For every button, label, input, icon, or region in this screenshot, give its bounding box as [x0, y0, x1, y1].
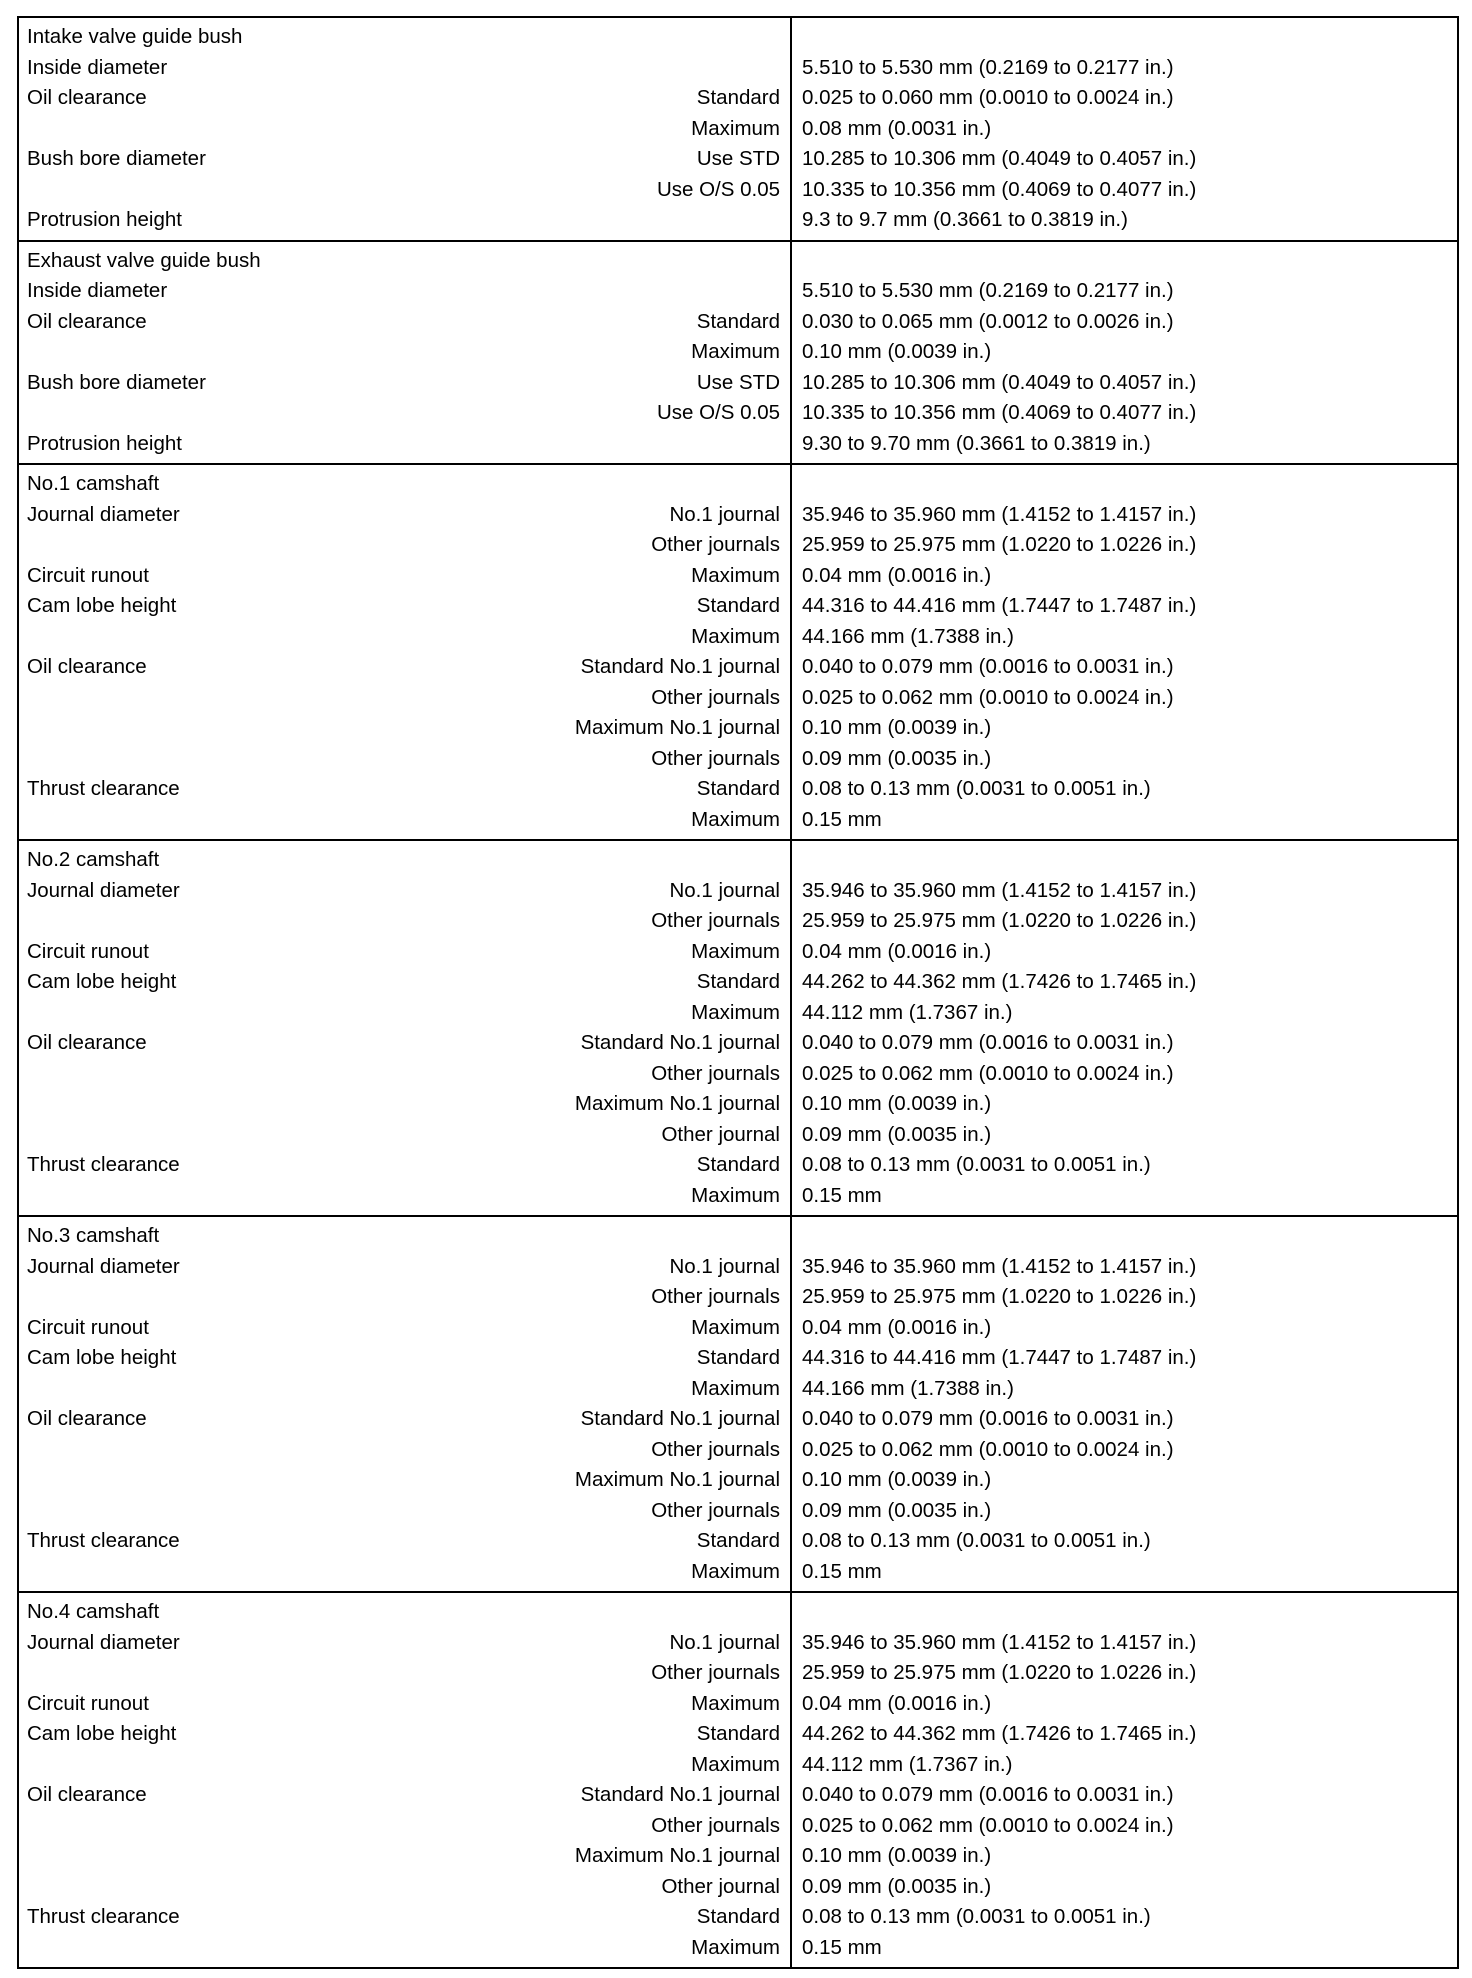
spec-value: 0.025 to 0.062 mm (0.0010 to 0.0024 in.) [802, 1813, 1174, 1837]
condition-label: Maximum [691, 624, 780, 648]
spec-row-left [27, 530, 780, 561]
condition-label: Standard [696, 86, 780, 109]
section-right-column [792, 242, 1457, 464]
spec-value: 44.112 mm (1.7367 in.) [802, 1752, 1013, 1776]
condition-label: Maximum [691, 1183, 780, 1207]
item-label: Inside diameter [27, 55, 168, 79]
spec-row-left [27, 1435, 780, 1466]
spec-section [19, 18, 1457, 240]
spec-row-left [27, 500, 780, 531]
condition-label: Maximum [691, 340, 780, 363]
section-title: Intake valve guide bush [27, 25, 243, 48]
section-left-column [19, 841, 792, 1215]
spec-row-left [27, 307, 780, 338]
spec-row-left [27, 1465, 780, 1496]
spec-value: 44.316 to 44.416 mm (1.7447 to 1.7487 in.) [802, 1346, 1197, 1369]
spec-row-left [27, 906, 780, 937]
item-label: Oil clearance [27, 655, 147, 678]
spec-value: 0.040 to 0.079 mm (0.0016 to 0.0031 in.) [802, 1783, 1174, 1806]
spec-row-left [27, 83, 780, 114]
item-label: Cam lobe height [27, 1346, 177, 1369]
spec-value: 0.15 mm [802, 1935, 882, 1959]
spec-value: 5.510 to 5.530 mm (0.2169 to 0.2177 in.) [802, 55, 1174, 79]
spec-row-left [27, 1933, 780, 1964]
item-label: Circuit runout [27, 939, 149, 963]
spec-row-left [27, 1557, 780, 1588]
spec-value: 44.166 mm (1.7388 in.) [802, 624, 1014, 648]
spec-value: 0.10 mm (0.0039 in.) [802, 1468, 992, 1491]
spec-value: 10.335 to 10.356 mm (0.4069 to 0.4077 in.) [802, 177, 1197, 201]
spec-row-left [27, 713, 780, 744]
section-left-column [19, 1217, 792, 1591]
spec-row-left [27, 1028, 780, 1059]
spec-section [19, 463, 1457, 839]
spec-row-left [27, 876, 780, 907]
spec-row-left [27, 337, 780, 368]
spec-value: 0.08 to 0.13 mm (0.0031 to 0.0051 in.) [802, 1905, 1151, 1928]
spec-value: 0.15 mm [802, 807, 882, 831]
item-label: Oil clearance [27, 1783, 147, 1806]
spec-row-left [27, 1313, 780, 1344]
condition-label: Standard No.1 journal [580, 1031, 780, 1054]
item-label: Circuit runout [27, 1691, 149, 1715]
spec-value: 44.166 mm (1.7388 in.) [802, 1376, 1014, 1400]
condition-label: Standard [696, 594, 780, 617]
spec-value: 10.285 to 10.306 mm (0.4049 to 0.4057 in.) [802, 370, 1197, 394]
spec-value: 0.025 to 0.062 mm (0.0010 to 0.0024 in.) [802, 1437, 1174, 1461]
spec-row-left [27, 205, 780, 236]
spec-row-left [27, 1526, 780, 1557]
item-label: Journal diameter [27, 1630, 180, 1654]
spec-row-left [27, 591, 780, 622]
section-title-spacer [802, 1221, 1449, 1252]
spec-row-left [27, 114, 780, 145]
condition-label: Other journals [651, 1061, 780, 1085]
spec-row-left [27, 998, 780, 1029]
spec-value: 0.025 to 0.062 mm (0.0010 to 0.0024 in.) [802, 685, 1174, 709]
spec-value: 0.040 to 0.079 mm (0.0016 to 0.0031 in.) [802, 1407, 1174, 1430]
spec-row-left [27, 1496, 780, 1527]
condition-label: Maximum [691, 563, 780, 587]
spec-value: 25.959 to 25.975 mm (1.0220 to 1.0226 in.) [802, 1661, 1197, 1684]
spec-value: 0.08 to 0.13 mm (0.0031 to 0.0051 in.) [802, 1529, 1151, 1552]
condition-label: No.1 journal [669, 878, 780, 902]
spec-value: 0.030 to 0.065 mm (0.0012 to 0.0026 in.) [802, 309, 1174, 333]
spec-row-left [27, 1841, 780, 1872]
section-left-column [19, 1593, 792, 1967]
spec-row-left [27, 1780, 780, 1811]
spec-value: 0.09 mm (0.0035 in.) [802, 746, 992, 770]
condition-label: Maximum [691, 1000, 780, 1024]
spec-row-left [27, 937, 780, 968]
spec-value: 0.04 mm (0.0016 in.) [802, 1691, 992, 1715]
spec-section [19, 839, 1457, 1215]
spec-row-left [27, 368, 780, 399]
condition-label: Other journals [651, 746, 780, 770]
condition-label: Other journals [651, 1661, 780, 1684]
condition-label: Other journals [651, 1498, 780, 1522]
spec-row-left [27, 744, 780, 775]
spec-value: 0.04 mm (0.0016 in.) [802, 1315, 992, 1339]
spec-value: 9.30 to 9.70 mm (0.3661 to 0.3819 in.) [802, 431, 1151, 455]
spec-value: 44.316 to 44.416 mm (1.7447 to 1.7487 in.) [802, 594, 1197, 617]
spec-row-left [27, 175, 780, 206]
section-title-spacer [802, 845, 1449, 876]
condition-label: Standard No.1 journal [580, 1407, 780, 1430]
condition-label: No.1 journal [669, 1630, 780, 1654]
spec-value: 35.946 to 35.960 mm (1.4152 to 1.4157 in.) [802, 1254, 1197, 1278]
spec-value: 35.946 to 35.960 mm (1.4152 to 1.4157 in.) [802, 1630, 1197, 1654]
spec-row-left [27, 967, 780, 998]
condition-label: Use O/S 0.05 [656, 177, 780, 201]
item-label: Protrusion height [27, 208, 182, 231]
spec-row-left [27, 429, 780, 460]
condition-label: Use STD [696, 147, 780, 170]
spec-value: 0.025 to 0.062 mm (0.0010 to 0.0024 in.) [802, 1061, 1174, 1085]
spec-value: 5.510 to 5.530 mm (0.2169 to 0.2177 in.) [802, 279, 1174, 302]
spec-row-left [27, 53, 780, 84]
section-right-column [792, 465, 1457, 839]
item-label: Journal diameter [27, 1254, 180, 1278]
spec-row-left [27, 1658, 780, 1689]
spec-value: 44.262 to 44.362 mm (1.7426 to 1.7465 in.) [802, 1722, 1197, 1745]
section-title-spacer [802, 1597, 1449, 1628]
spec-value: 25.959 to 25.975 mm (1.0220 to 1.0226 in.) [802, 1285, 1197, 1308]
spec-value: 0.09 mm (0.0035 in.) [802, 1122, 992, 1146]
section-left-column [19, 242, 792, 464]
item-label: Cam lobe height [27, 594, 177, 617]
section-right-column [792, 18, 1457, 240]
spec-row-left [27, 1750, 780, 1781]
section-title-spacer [802, 469, 1449, 500]
spec-row-left [27, 1282, 780, 1313]
spec-value: 0.08 mm (0.0031 in.) [802, 116, 992, 140]
spec-row-left [27, 1628, 780, 1659]
spec-value: 0.10 mm (0.0039 in.) [802, 716, 992, 739]
spec-row-left [27, 1120, 780, 1151]
condition-label: No.1 journal [669, 1254, 780, 1278]
spec-row-left [27, 1689, 780, 1720]
condition-label: Maximum [691, 1376, 780, 1400]
condition-label: Maximum No.1 journal [574, 1092, 780, 1115]
spec-value: 0.10 mm (0.0039 in.) [802, 1092, 992, 1115]
condition-label: Standard [696, 970, 780, 993]
condition-label: Other journal [661, 1122, 780, 1146]
spec-value: 0.15 mm [802, 1183, 882, 1207]
section-right-column [792, 841, 1457, 1215]
condition-label: Standard [696, 1905, 780, 1928]
condition-label: Other journal [661, 1874, 780, 1898]
section-left-column [19, 465, 792, 839]
item-label: Thrust clearance [27, 1905, 180, 1928]
condition-label: Maximum [691, 1935, 780, 1959]
spec-value: 0.040 to 0.079 mm (0.0016 to 0.0031 in.) [802, 655, 1174, 678]
condition-label: Maximum No.1 journal [574, 716, 780, 739]
item-label: Oil clearance [27, 309, 147, 333]
item-label: Thrust clearance [27, 1153, 180, 1176]
condition-label: Other journals [651, 533, 780, 556]
condition-label: Standard [696, 777, 780, 800]
item-label: Bush bore diameter [27, 147, 206, 170]
spec-row-left [27, 1150, 780, 1181]
item-label: Oil clearance [27, 86, 147, 109]
spec-row-left [27, 805, 780, 836]
condition-label: Other journals [651, 1813, 780, 1837]
item-label: Bush bore diameter [27, 370, 206, 394]
spec-row-left [27, 1872, 780, 1903]
spec-value: 10.335 to 10.356 mm (0.4069 to 0.4077 in.) [802, 401, 1197, 424]
item-label: Protrusion height [27, 431, 182, 455]
condition-label: Other journals [651, 1437, 780, 1461]
condition-label: Standard [696, 309, 780, 333]
spec-value: 0.09 mm (0.0035 in.) [802, 1874, 992, 1898]
section-left-column [19, 18, 792, 240]
spec-value: 44.112 mm (1.7367 in.) [802, 1000, 1013, 1024]
spec-row-left [27, 652, 780, 683]
spec-section [19, 1591, 1457, 1967]
condition-label: Maximum [691, 807, 780, 831]
spec-value: 0.08 to 0.13 mm (0.0031 to 0.0051 in.) [802, 777, 1151, 800]
item-label: Circuit runout [27, 1315, 149, 1339]
spec-row-left [27, 1374, 780, 1405]
spec-section [19, 240, 1457, 464]
condition-label: Use O/S 0.05 [656, 401, 780, 424]
condition-label: Maximum [691, 1752, 780, 1776]
condition-label: Maximum [691, 116, 780, 140]
spec-value: 35.946 to 35.960 mm (1.4152 to 1.4157 in.) [802, 878, 1197, 902]
spec-value: 0.09 mm (0.0035 in.) [802, 1498, 992, 1522]
condition-label: Standard [696, 1153, 780, 1176]
spec-value: 0.10 mm (0.0039 in.) [802, 1844, 992, 1867]
spec-value: 10.285 to 10.306 mm (0.4049 to 0.4057 in.) [802, 147, 1197, 170]
spec-value: 0.08 to 0.13 mm (0.0031 to 0.0051 in.) [802, 1153, 1151, 1176]
condition-label: Standard [696, 1529, 780, 1552]
spec-section [19, 1215, 1457, 1591]
spec-value: 25.959 to 25.975 mm (1.0220 to 1.0226 in.) [802, 909, 1197, 932]
spec-row-left [27, 683, 780, 714]
condition-label: Standard [696, 1346, 780, 1369]
spec-row-left [27, 1252, 780, 1283]
condition-label: Standard No.1 journal [580, 1783, 780, 1806]
spec-row-left [27, 1089, 780, 1120]
section-title: Exhaust valve guide bush [27, 248, 261, 272]
spec-row-left [27, 1811, 780, 1842]
spec-row-left [27, 1404, 780, 1435]
condition-label: Standard No.1 journal [580, 655, 780, 678]
section-title: No.1 camshaft [27, 472, 160, 495]
section-title: No.2 camshaft [27, 848, 160, 871]
spec-value: 0.040 to 0.079 mm (0.0016 to 0.0031 in.) [802, 1031, 1174, 1054]
spec-table [17, 16, 1459, 1969]
spec-value: 0.04 mm (0.0016 in.) [802, 563, 992, 587]
spec-row-left [27, 1902, 780, 1933]
section-title: No.3 camshaft [27, 1224, 160, 1247]
item-label: Circuit runout [27, 563, 149, 587]
spec-row-left [27, 561, 780, 592]
item-label: Oil clearance [27, 1407, 147, 1430]
spec-row-left [27, 1719, 780, 1750]
condition-label: Other journals [651, 1285, 780, 1308]
spec-value: 0.15 mm [802, 1559, 882, 1583]
condition-label: Maximum No.1 journal [574, 1844, 780, 1867]
item-label: Thrust clearance [27, 777, 180, 800]
condition-label: Other journals [651, 685, 780, 709]
spec-row-left [27, 1343, 780, 1374]
spec-row-left [27, 1181, 780, 1212]
condition-label: Maximum [691, 1559, 780, 1583]
section-title-spacer [802, 22, 1449, 53]
spec-value: 35.946 to 35.960 mm (1.4152 to 1.4157 in.) [802, 502, 1197, 526]
section-right-column [792, 1217, 1457, 1591]
condition-label: Standard [696, 1722, 780, 1745]
section-title-spacer [802, 246, 1449, 277]
spec-value: 25.959 to 25.975 mm (1.0220 to 1.0226 in.) [802, 533, 1197, 556]
spec-row-left [27, 276, 780, 307]
spec-value: 0.025 to 0.060 mm (0.0010 to 0.0024 in.) [802, 86, 1174, 109]
item-label: Cam lobe height [27, 970, 177, 993]
condition-label: Maximum [691, 939, 780, 963]
spec-row-left [27, 398, 780, 429]
spec-value: 44.262 to 44.362 mm (1.7426 to 1.7465 in.) [802, 970, 1197, 993]
item-label: Thrust clearance [27, 1529, 180, 1552]
spec-row-left [27, 622, 780, 653]
condition-label: No.1 journal [669, 502, 780, 526]
spec-value: 9.3 to 9.7 mm (0.3661 to 0.3819 in.) [802, 208, 1128, 231]
spec-value: 0.10 mm (0.0039 in.) [802, 340, 992, 363]
section-title: No.4 camshaft [27, 1600, 160, 1623]
condition-label: Maximum No.1 journal [574, 1468, 780, 1491]
spec-value: 0.04 mm (0.0016 in.) [802, 939, 992, 963]
condition-label: Maximum [691, 1315, 780, 1339]
condition-label: Maximum [691, 1691, 780, 1715]
item-label: Journal diameter [27, 502, 180, 526]
section-right-column [792, 1593, 1457, 1967]
item-label: Cam lobe height [27, 1722, 177, 1745]
spec-row-left [27, 144, 780, 175]
condition-label: Use STD [696, 370, 780, 394]
item-label: Oil clearance [27, 1031, 147, 1054]
item-label: Inside diameter [27, 279, 168, 302]
spec-row-left [27, 774, 780, 805]
item-label: Journal diameter [27, 878, 180, 902]
condition-label: Other journals [651, 909, 780, 932]
spec-row-left [27, 1059, 780, 1090]
